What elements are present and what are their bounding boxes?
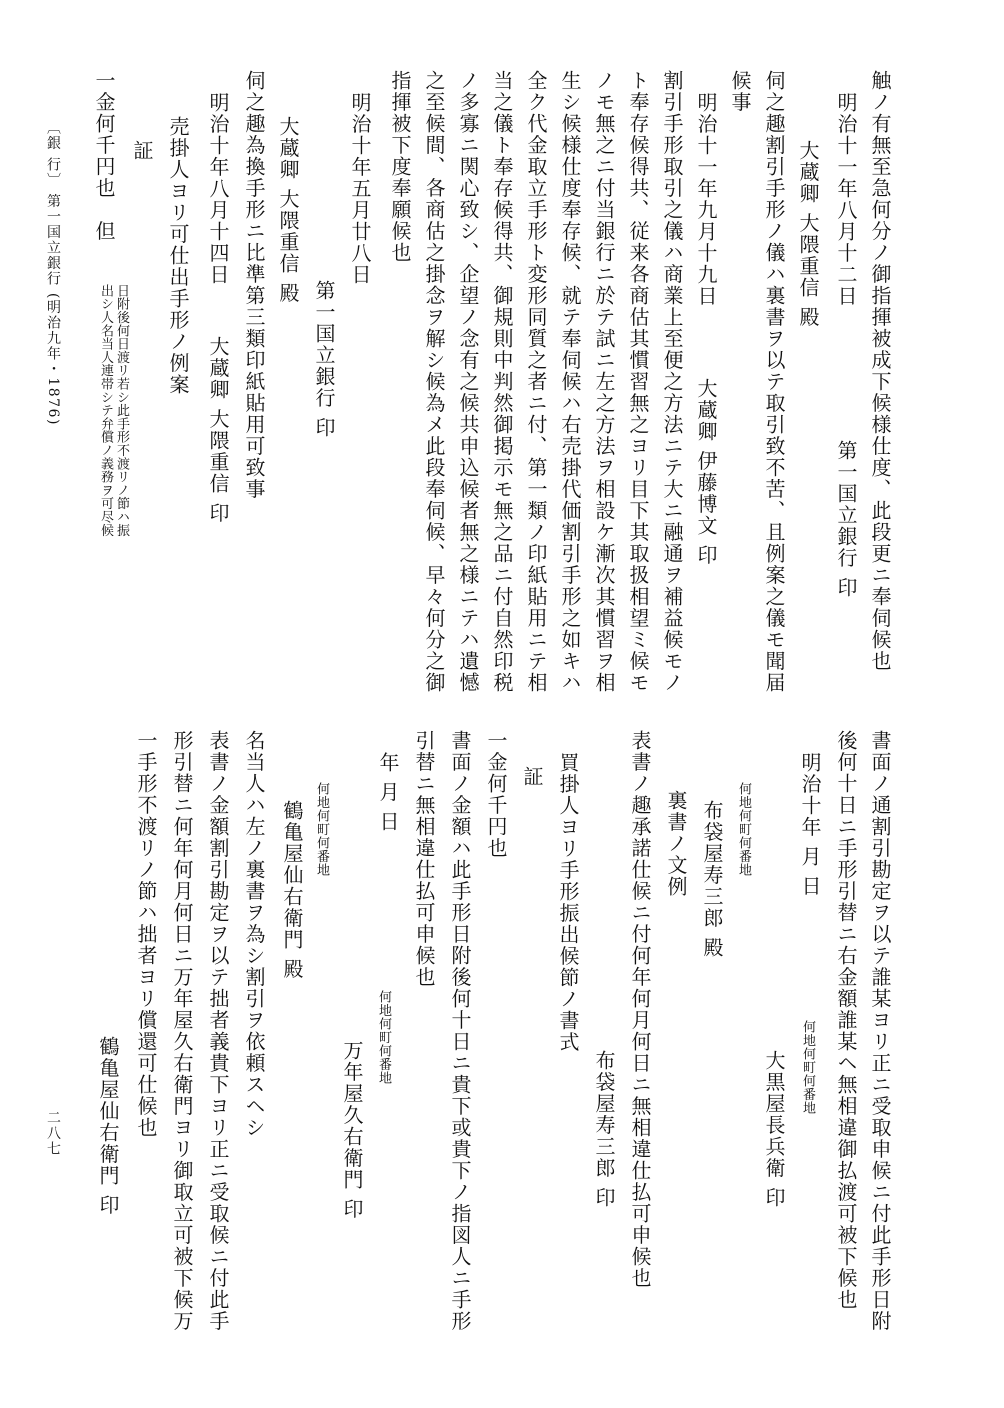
text-line: 伺之趣為換手形ニ比準第三類印紙貼用可致事 — [242, 70, 266, 500]
addressee-line: 鶴亀屋仙右衛門 殿 — [280, 800, 304, 980]
text-line: 当之儀ト奉存候得共、御規則中判然御掲示モ無之品ニ付自然印税 — [490, 70, 514, 694]
text-line: 一手形不渡リノ節ハ拙者ヨリ償還可仕候也 — [134, 730, 158, 1139]
text-line: 生シ候様仕度奉存候、就テ奉伺候ハ右売掛代価割引手形之如キハ — [558, 70, 582, 694]
note-line: 出シ人名当人連帯シテ弁償ノ義務ヲ可尽候 — [98, 284, 113, 537]
signature-line: 大蔵卿 大隈重信 印 — [206, 336, 230, 524]
address-line: 何地何町何番地 — [736, 782, 751, 877]
text-line: ノ多寡ニ関心致シ、企望ノ念有之候共申込候者無之様ニテハ遺憾 — [456, 70, 480, 694]
signature-line: 布袋屋寿三郎 印 — [592, 1050, 616, 1209]
text-line: 触ノ有無至急何分ノ御指揮被成下候様仕度、此段更ニ奉伺候也 — [868, 70, 892, 672]
amount-line: 一金何千円也 但 — [92, 70, 116, 242]
text-line: 形引替ニ何年何月何日ニ万年屋久右衛門ヨリ御取立可被下候万 — [170, 730, 194, 1332]
section-heading: 買掛人ヨリ手形振出候節ノ書式 — [556, 752, 580, 1053]
text-line: 書面ノ金額ハ此手形日附後何十日ニ貴下或貴下ノ指図人ニ手形 — [448, 730, 472, 1332]
note-line: 日附後何日渡リ若シ此手形不渡リノ節ハ振 — [114, 284, 129, 537]
address-line: 何地何町何番地 — [376, 990, 391, 1085]
text-line: 全ク代金取立手形ト変形同質之者ニ付、第一類ノ印紙貼用ニテ相 — [524, 70, 548, 694]
signature-line: 万年屋久右衛門 印 — [340, 1040, 364, 1220]
text-line: 書面ノ通割引勘定ヲ以テ誰某ヨリ正ニ受取申候ニ付此手形日附 — [868, 730, 892, 1332]
text-line: 候事 — [728, 70, 752, 113]
date-line: 明治十年八月十四日 — [206, 92, 230, 286]
signature-line: 大蔵卿 伊藤博文 印 — [694, 378, 718, 566]
signature-line: 鶴亀屋仙右衛門 印 — [96, 1036, 120, 1216]
addressee-line: 大蔵卿 大隈重信 殿 — [276, 116, 300, 304]
text-line: 表書ノ趣承諾仕候ニ付何年何月何日ニ無相違仕払可申候也 — [628, 730, 652, 1289]
amount-line: 一金何千円也 — [484, 730, 508, 859]
address-line: 何地何町何番地 — [800, 1020, 815, 1115]
source-footer: 〔銀 行〕 第一国立銀行 (明治九年・1876) — [45, 120, 61, 426]
text-line: ト奉存候得共、従来各商估其慣習無之ヨリ目下其取扱相望ミ候モ — [626, 70, 650, 694]
page-number: 二八七 — [45, 1110, 61, 1157]
text-line: 割引手形取引之儀ハ商業上至便之方法ニテ大ニ融通ヲ補益候モノ — [660, 70, 684, 694]
text-line: ノモ無之ニ付当銀行ニ於テ試ニ左之方法ヲ相設ケ漸次其慣習ヲ相 — [592, 70, 616, 694]
certificate-heading: 証 — [520, 766, 544, 788]
text-line: 表書ノ金額割引勘定ヲ以テ拙者義貴下ヨリ正ニ受取候ニ付此手 — [206, 730, 230, 1332]
form-title: 売掛人ヨリ可仕出手形ノ例案 — [166, 116, 190, 396]
section-heading: 裏書ノ文例 — [664, 790, 688, 898]
addressee-line: 布袋屋寿三郎 殿 — [700, 800, 724, 959]
text-line: 指揮被下度奉願候也 — [388, 70, 412, 264]
text-line: 之至候間、各商估之掛念ヲ解シ候為メ此段奉伺候、早々何分之御 — [422, 70, 446, 694]
addressee-line: 大蔵卿 大隈重信 殿 — [796, 140, 820, 328]
date-line: 明治十年 月 日 — [798, 752, 822, 897]
text-line: 引替ニ無相違仕払可申候也 — [412, 730, 436, 988]
text-line: 伺之趣割引手形ノ儀ハ裏書ヲ以テ取引致不苦、且例案之儀モ聞届 — [762, 70, 786, 694]
date-line: 年 月 日 — [376, 752, 400, 833]
date-line: 明治十一年九月十九日 — [694, 92, 718, 307]
text-line: 名当人ハ左ノ裏書ヲ為シ割引ヲ依頼スヘシ — [242, 730, 266, 1139]
date-line: 明治十年五月廿八日 — [348, 92, 372, 286]
date-line: 明治十一年八月十二日 — [834, 92, 858, 307]
signature-line: 第一国立銀行 印 — [834, 440, 858, 599]
signature-line: 大黒屋長兵衛 印 — [762, 1050, 786, 1209]
text-line: 後何十日ニ手形引替ニ右金額誰某ヘ無相違御払渡可被下候也 — [834, 730, 858, 1311]
certificate-heading: 証 — [130, 140, 154, 162]
address-line: 何地何町何番地 — [314, 782, 329, 877]
signature-line: 第一国立銀行 印 — [312, 280, 336, 439]
